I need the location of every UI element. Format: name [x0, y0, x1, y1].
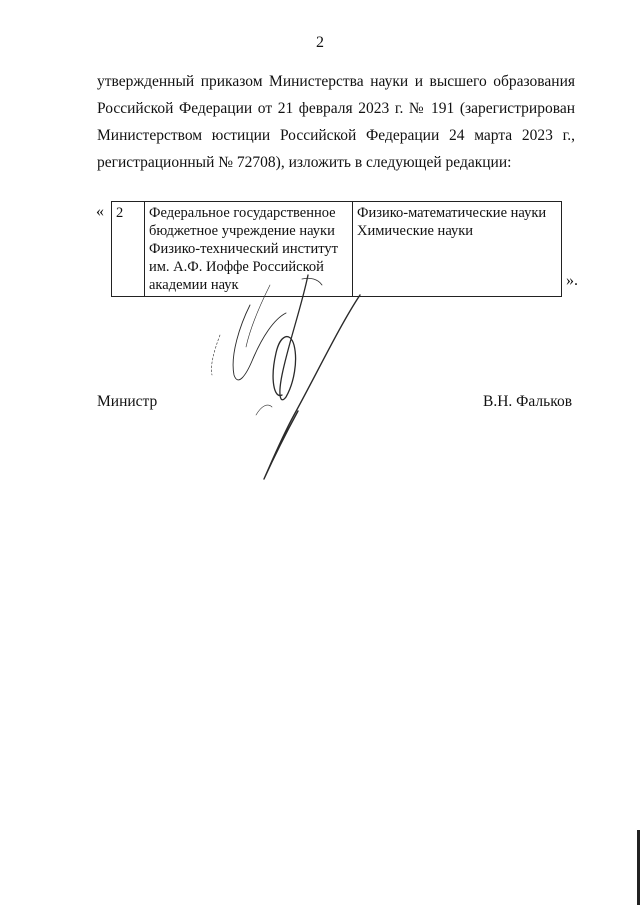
- handwritten-signature: [190, 265, 380, 490]
- field-line: Физико-математические науки: [357, 205, 547, 221]
- organization-line: Федеральное государственное: [149, 205, 336, 221]
- signatory-name: В.Н. Фальков: [483, 393, 573, 410]
- paragraph: [97, 68, 575, 176]
- fields-cell: [353, 202, 562, 297]
- paragraph-line: Российской Федерации от 21 февраля 2023 г. № 191 (зарегистрирован: [97, 100, 575, 117]
- field-line: Химические науки: [357, 223, 474, 239]
- closing-quote: ».: [566, 272, 578, 289]
- organization-line: академии наук: [149, 277, 239, 293]
- row-number-cell: [112, 202, 145, 297]
- organization-line: бюджетное учреждение науки: [149, 223, 335, 239]
- opening-quote: «: [96, 203, 104, 220]
- paragraph-line: регистрационный № 72708), изложить в следующей редакции:: [97, 154, 512, 171]
- organization-line: им. А.Ф. Иоффе Российской: [149, 259, 324, 275]
- signature-icon: [190, 265, 380, 490]
- paragraph-line: Министерством юстиции Российской Федерации 24 марта 2023 г.,: [97, 127, 575, 144]
- paragraph-line: утвержденный приказом Министерства науки и высшего образования: [97, 73, 575, 90]
- page-number: 2: [316, 34, 324, 51]
- row-number: 2: [116, 205, 124, 221]
- organization-line: Физико-технический институт: [149, 241, 338, 257]
- position-label: Министр: [97, 393, 158, 410]
